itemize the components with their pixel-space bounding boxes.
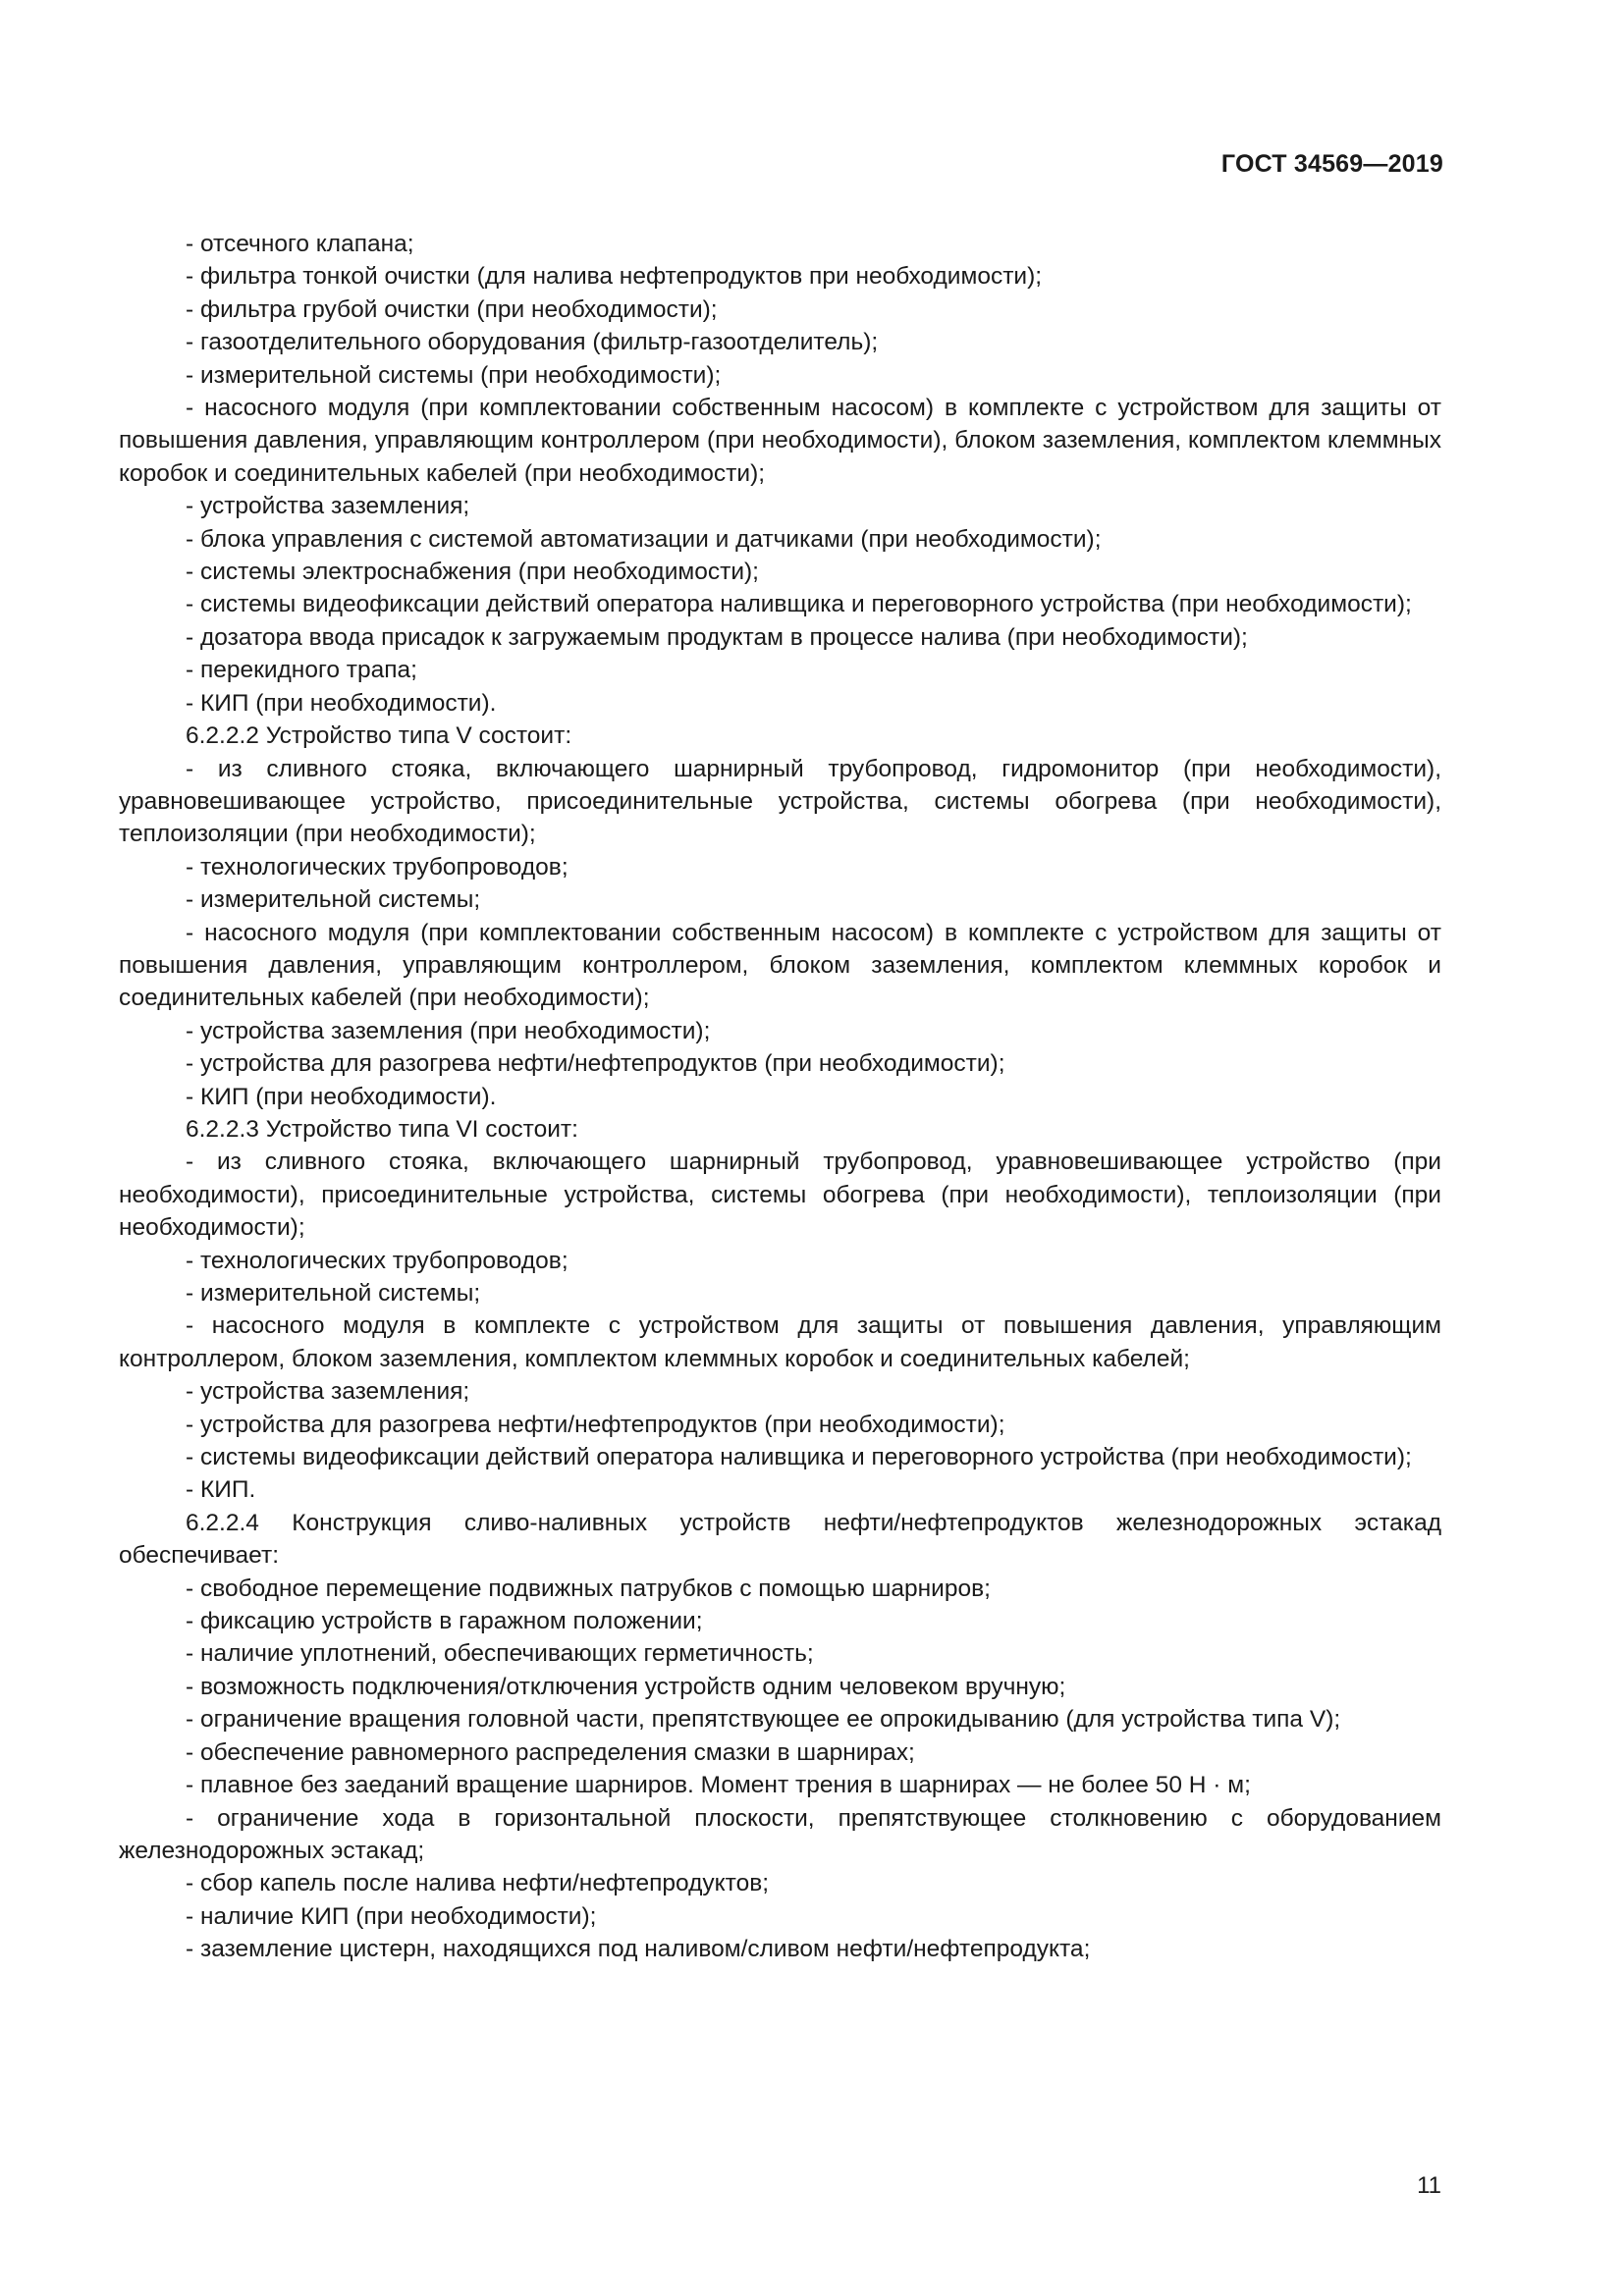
- paragraph: - системы электроснабжения (при необходимости);: [186, 559, 759, 586]
- paragraph: - технологических трубопроводов;: [186, 853, 568, 881]
- paragraph: - измерительной системы;: [186, 886, 481, 914]
- paragraph: - устройства заземления (при необходимости);: [186, 1017, 711, 1044]
- section-heading: 6.2.2.2 Устройство типа V состоит:: [186, 722, 572, 750]
- paragraph: - устройства заземления;: [186, 1378, 470, 1406]
- paragraph: - блока управления с системой автоматизации и датчиками (при необходимости);: [186, 525, 1102, 553]
- paragraph: - отсечного клапана;: [186, 231, 414, 257]
- paragraph: - насосного модуля в комплекте с устройством для защиты от повышения давления, управляющим контроллером, блоком заземления, комплектом клеммных коробок и соединительных кабелей;: [119, 1312, 1441, 1372]
- paragraph: - из сливного стояка, включающего шарнирный трубопровод, уравновешивающее устройство (при необходимости), присоединительные устройства, системы обогрева (при необходимости), теплоизоляции (при необходимости);: [119, 1148, 1441, 1242]
- paragraph: - устройства для разогрева нефти/нефтепродуктов (при необходимости);: [186, 1050, 1005, 1078]
- paragraph: - заземление цистерн, находящихся под наливом/сливом нефти/нефтепродукта;: [186, 1936, 1091, 1963]
- paragraph: - системы видеофиксации действий оператора наливщика и переговорного устройства (при необходимости);: [186, 591, 1412, 618]
- paragraph: - технологических трубопроводов;: [186, 1247, 568, 1274]
- paragraph: - дозатора ввода присадок к загружаемым продуктам в процессе налива (при необходимости);: [186, 623, 1248, 651]
- document-code: ГОСТ 34569—2019: [1220, 150, 1443, 178]
- paragraph: - ограничение хода в горизонтальной плоскости, препятствующее столкновению с оборудованием железнодорожных эстакад;: [119, 1804, 1441, 1864]
- paragraph: - обеспечение равномерного распределения смазки в шарнирах;: [186, 1738, 915, 1766]
- paragraph: - КИП.: [186, 1476, 256, 1504]
- paragraph: - газоотделительного оборудования (фильтр-газоотделитель);: [186, 329, 879, 356]
- paragraph: - свободное перемещение подвижных патрубков с помощью шарниров;: [186, 1575, 991, 1602]
- paragraph: - наличие КИП (при необходимости);: [186, 1902, 597, 1930]
- paragraph: - возможность подключения/отключения устройств одним человеком вручную;: [186, 1673, 1066, 1700]
- paragraph: - измерительной системы;: [186, 1280, 481, 1307]
- page-number: 11: [1417, 2172, 1441, 2199]
- paragraph: - фильтра грубой очистки (при необходимости);: [186, 295, 718, 323]
- paragraph: - КИП (при необходимости).: [186, 689, 497, 717]
- paragraph: - плавное без заеданий вращение шарниров. Момент трения в шарнирах — не более 50 Н · м;: [186, 1772, 1251, 1799]
- paragraph: - перекидного трапа;: [186, 657, 417, 684]
- paragraph: - фильтра тонкой очистки (для налива нефтепродуктов при необходимости);: [186, 263, 1043, 291]
- paragraph: - насосного модуля (при комплектовании собственным насосом) в комплекте с устройством для защиты от повышения давления, управляющим контроллером (при необходимости), блоком заземления, комплектом клеммных коробок и соединительных кабелей (при необходимости);: [119, 395, 1441, 487]
- paragraph: - КИП (при необходимости).: [186, 1083, 497, 1110]
- document-body: [119, 228, 1441, 1966]
- section-heading: 6.2.2.3 Устройство типа VI состоит:: [186, 1115, 578, 1143]
- paragraph: - фиксацию устройств в гаражном положении;: [186, 1608, 703, 1635]
- paragraph: - измерительной системы (при необходимости);: [186, 361, 722, 389]
- paragraph: - наличие уплотнений, обеспечивающих герметичность;: [186, 1640, 814, 1668]
- paragraph: - сбор капель после налива нефти/нефтепродуктов;: [186, 1870, 770, 1897]
- paragraph: - насосного модуля (при комплектовании собственным насосом) в комплекте с устройством для защиты от повышения давления, управляющим контроллером, блоком заземления, комплектом клеммных коробок и соединительных кабелей (при необходимости);: [119, 919, 1441, 1012]
- paragraph: - устройства для разогрева нефти/нефтепродуктов (при необходимости);: [186, 1411, 1005, 1438]
- paragraph: - ограничение вращения головной части, препятствующее ее опрокидыванию (для устройства типа V);: [186, 1706, 1341, 1734]
- paragraph: - устройства заземления;: [186, 493, 470, 520]
- section-heading: 6.2.2.4 Конструкция сливо-наливных устройств нефти/нефтепродуктов железнодорожных эстакад обеспечивает:: [119, 1509, 1441, 1570]
- paragraph: - системы видеофиксации действий оператора наливщика и переговорного устройства (при необходимости);: [186, 1444, 1412, 1471]
- paragraph: - из сливного стояка, включающего шарнирный трубопровод, гидромонитор (при необходимости), уравновешивающее устройство, присоединительные устройства, системы обогрева (при необходимости), теплоизоляции (при необходимости);: [119, 755, 1441, 848]
